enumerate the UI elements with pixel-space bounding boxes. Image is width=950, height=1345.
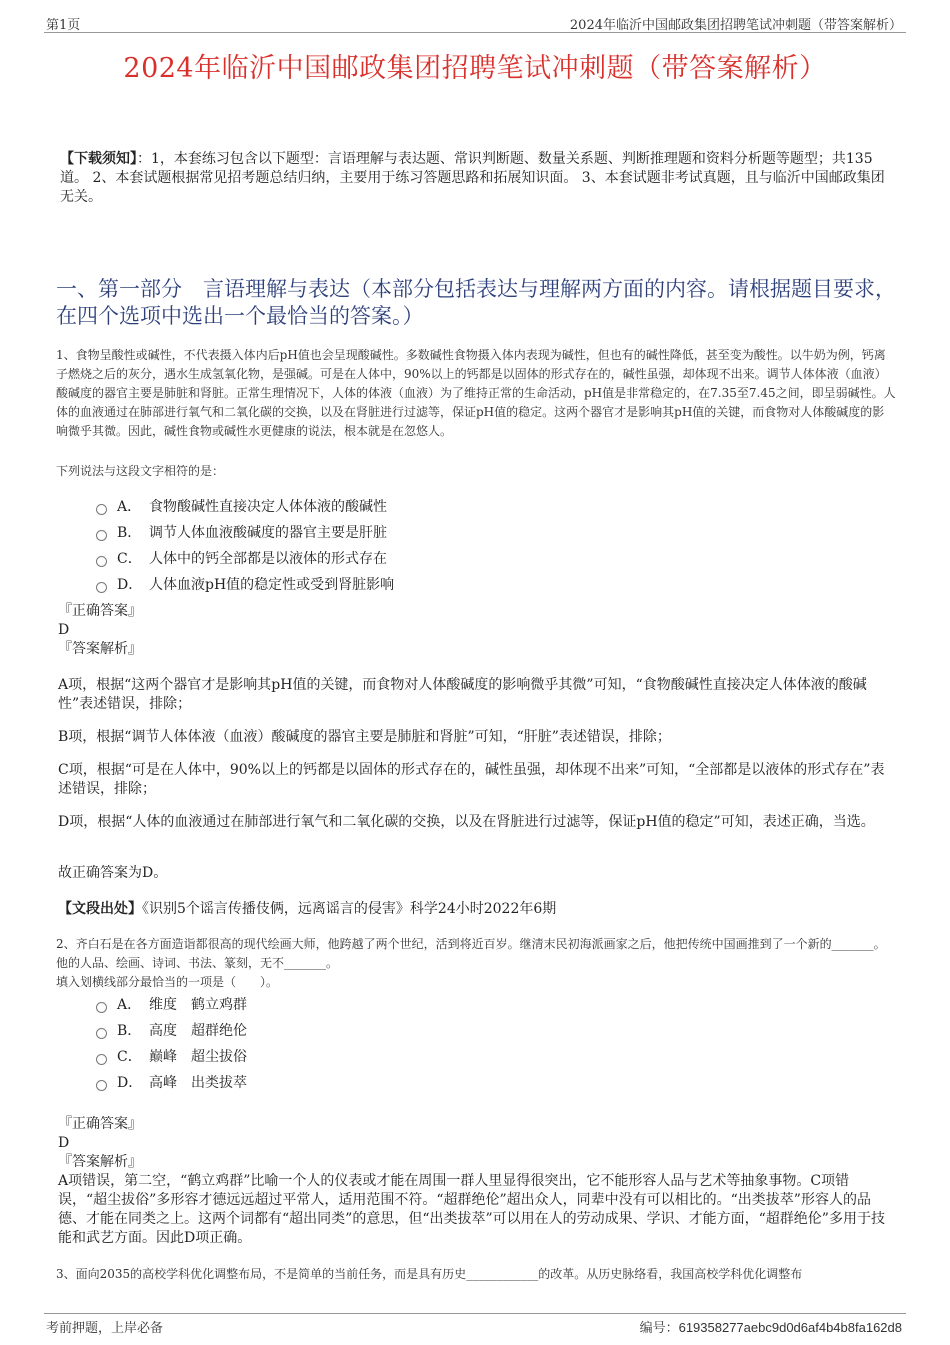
q1-option-d[interactable]: D． 人体血液pH值的稳定性或受到肾脏影响 (96, 571, 394, 597)
q1-analysis-b: B项，根据“调节人体体液（血液）酸碱度的器官主要是肺脏和肾脏”可知，“肝脏”表述错误，排除； (58, 729, 671, 745)
notice-text: ：1，本套练习包含以下题型：言语理解与表达题、常识判断题、数量关系题、判断推理题和资料分析题等题型；共135道。 2、本套试题根据常见招考题总结归纳，主要用于练习答题思路和拓展知识面。 3、本套试题非考试真题，且与临沂中国邮政集团无关。 (60, 151, 885, 205)
analysis-label: 『答案解析』 (58, 1154, 142, 1170)
q1-analysis-a: A项，根据“这两个器官才是影响其pH值的关键，而食物对人体酸碱度的影响微乎其微”可知，“食物酸碱性直接决定人体体液的酸碱性”表述错误，排除； (58, 677, 867, 712)
radio-icon[interactable] (96, 530, 107, 541)
source-label: 【文段出处】 (58, 901, 142, 917)
q1-conclusion: 故正确答案为D。 (58, 865, 168, 881)
blank: ____________ (466, 1267, 539, 1281)
q2-analysis: A项错误，第二空，“鹤立鸡群”比喻一个人的仪表或才能在周围一群人里显得很突出，它不能形容人品与艺术等抽象事物。C项错误，“超尘拔俗”多形容才德远远超过平常人，适用范围不符。“超群绝伦”超出众人，同辈中没有可以相比的。“出类拔萃”形容人的品德、才能在同类之上。这两个词都有“超出同类”的意思，但“出类拔萃”可以用在人的劳动成果、学识、才能方面，“超群绝伦”多用于技能和武艺方面。因此D项正确。 (58, 1173, 885, 1246)
radio-icon[interactable] (96, 1080, 107, 1091)
answer-value: D (58, 622, 70, 638)
header-doc-title: 2024年临沂中国邮政集团招聘笔试冲刺题（带答案解析） (569, 18, 902, 33)
radio-icon[interactable] (96, 1002, 107, 1013)
answer-label: 『正确答案』 (58, 1116, 142, 1132)
page-footer (44, 1313, 906, 1334)
q3-stem: 3、面向2035的高校学科优化调整布局，不是简单的当前任务，而是具有历史____________的改革。从历史脉络看，我国高校学科优化调整布 (56, 1267, 803, 1281)
q1-option-a[interactable]: A． 食物酸碱性直接决定人体体液的酸碱性 (96, 493, 394, 519)
q2-options (96, 991, 247, 1095)
blank: _______ (831, 937, 874, 951)
radio-icon[interactable] (96, 1028, 107, 1039)
source-text: 《识别5个谣言传播伎俩，远离谣言的侵害》科学24小时2022年6期 (142, 901, 557, 917)
analysis-label: 『答案解析』 (58, 641, 142, 657)
notice-label: 【下载须知】 (60, 151, 137, 167)
q2-option-a[interactable]: A． 维度 鹤立鸡群 (96, 991, 247, 1017)
q1-analysis-c: C项，根据“可是在人体中，90%以上的钙都是以固体的形式存在的，碱性虽强，却体现不出来”可知，“全部都是以液体的形式存在”表述错误，排除； (58, 762, 885, 797)
q2-answer-block (58, 1115, 890, 1248)
page-number: 第1页 (46, 18, 81, 33)
q1-option-c[interactable]: C． 人体中的钙全部都是以液体的形式存在 (96, 545, 394, 571)
footer-code: 编号：619358277aebc9d0d6af4b4b8fa162d8 (639, 1320, 902, 1336)
q1-analysis-d: D项，根据“人体的血液通过在肺部进行氧气和二氧化碳的交换，以及在肾脏进行过滤等，保证pH值的稳定”可知，表述正确，当选。 (58, 814, 875, 830)
blank: _______ (284, 956, 327, 970)
radio-icon[interactable] (96, 582, 107, 593)
q2-prompt: 填入划横线部分最恰当的一项是（ ）。 (56, 975, 279, 989)
q2-option-b[interactable]: B． 高度 超群绝伦 (96, 1017, 247, 1043)
answer-label: 『正确答案』 (58, 603, 142, 619)
section-title: 一、第一部分 言语理解与表达（本部分包括表达与理解两方面的内容。请根据题目要求，在四个选项中选出一个最恰当的答案。） (56, 277, 896, 328)
q1-answer-block (58, 602, 890, 659)
footer-slogan: 考前押题，上岸必备 (46, 1321, 164, 1336)
page-header (44, 12, 906, 33)
q1-option-b[interactable]: B． 调节人体血液酸碱度的器官主要是肝脏 (96, 519, 394, 545)
q1-stem: 1、食物呈酸性或碱性，不代表摄入体内后pH值也会呈现酸碱性。多数碱性食物摄入体内表现为碱性，但也有的碱性降低，甚至变为酸性。以牛奶为例，钙离子燃烧之后的灰分，遇水生成氢氧化物，是强碱。可是在人体中，90%以上的钙都是以固体的形式存在的，碱性虽强，却体现不出来。调节人体体液（血液）酸碱度的器官主要是肺脏和肾脏。正常生理情况下，人体的体液（血液）为了维持正常的生命活动，pH值是非常稳定的，在7.35至7.45之间，即呈弱碱性。人体的血液通过在肺部进行氧气和二氧化碳的交换，以及在肾脏进行过滤等，保证pH值的稳定。这两个器官才是影响其pH值的关键，而食物对人体酸碱度的影响微乎其微。因此，碱性食物或碱性水更健康的说法，根本就是在忽悠人。 (56, 348, 896, 438)
q1-source (58, 900, 890, 919)
q2-option-c[interactable]: C． 巅峰 超尘拔俗 (96, 1043, 247, 1069)
q1-prompt: 下列说法与这段文字相符的是： (56, 464, 225, 478)
answer-value: D (58, 1135, 70, 1151)
q1-options (96, 493, 394, 597)
q2-option-d[interactable]: D． 高峰 出类拔萃 (96, 1069, 247, 1095)
radio-icon[interactable] (96, 1054, 107, 1065)
radio-icon[interactable] (96, 504, 107, 515)
radio-icon[interactable] (96, 556, 107, 567)
page-title: 2024年临沂中国邮政集团招聘笔试冲刺题（带答案解析） (123, 53, 827, 84)
download-notice (60, 150, 894, 207)
q2-stem: 2、齐白石是在各方面造诣都很高的现代绘画大师，他跨越了两个世纪，活到将近百岁。继清末民初海派画家之后，他把传统中国画推到了一个新的_______。他的人品、绘画、诗词、书法、篆刻，无不_______。 填入划横线部分最恰当的一项是（ ）。 (56, 937, 886, 989)
